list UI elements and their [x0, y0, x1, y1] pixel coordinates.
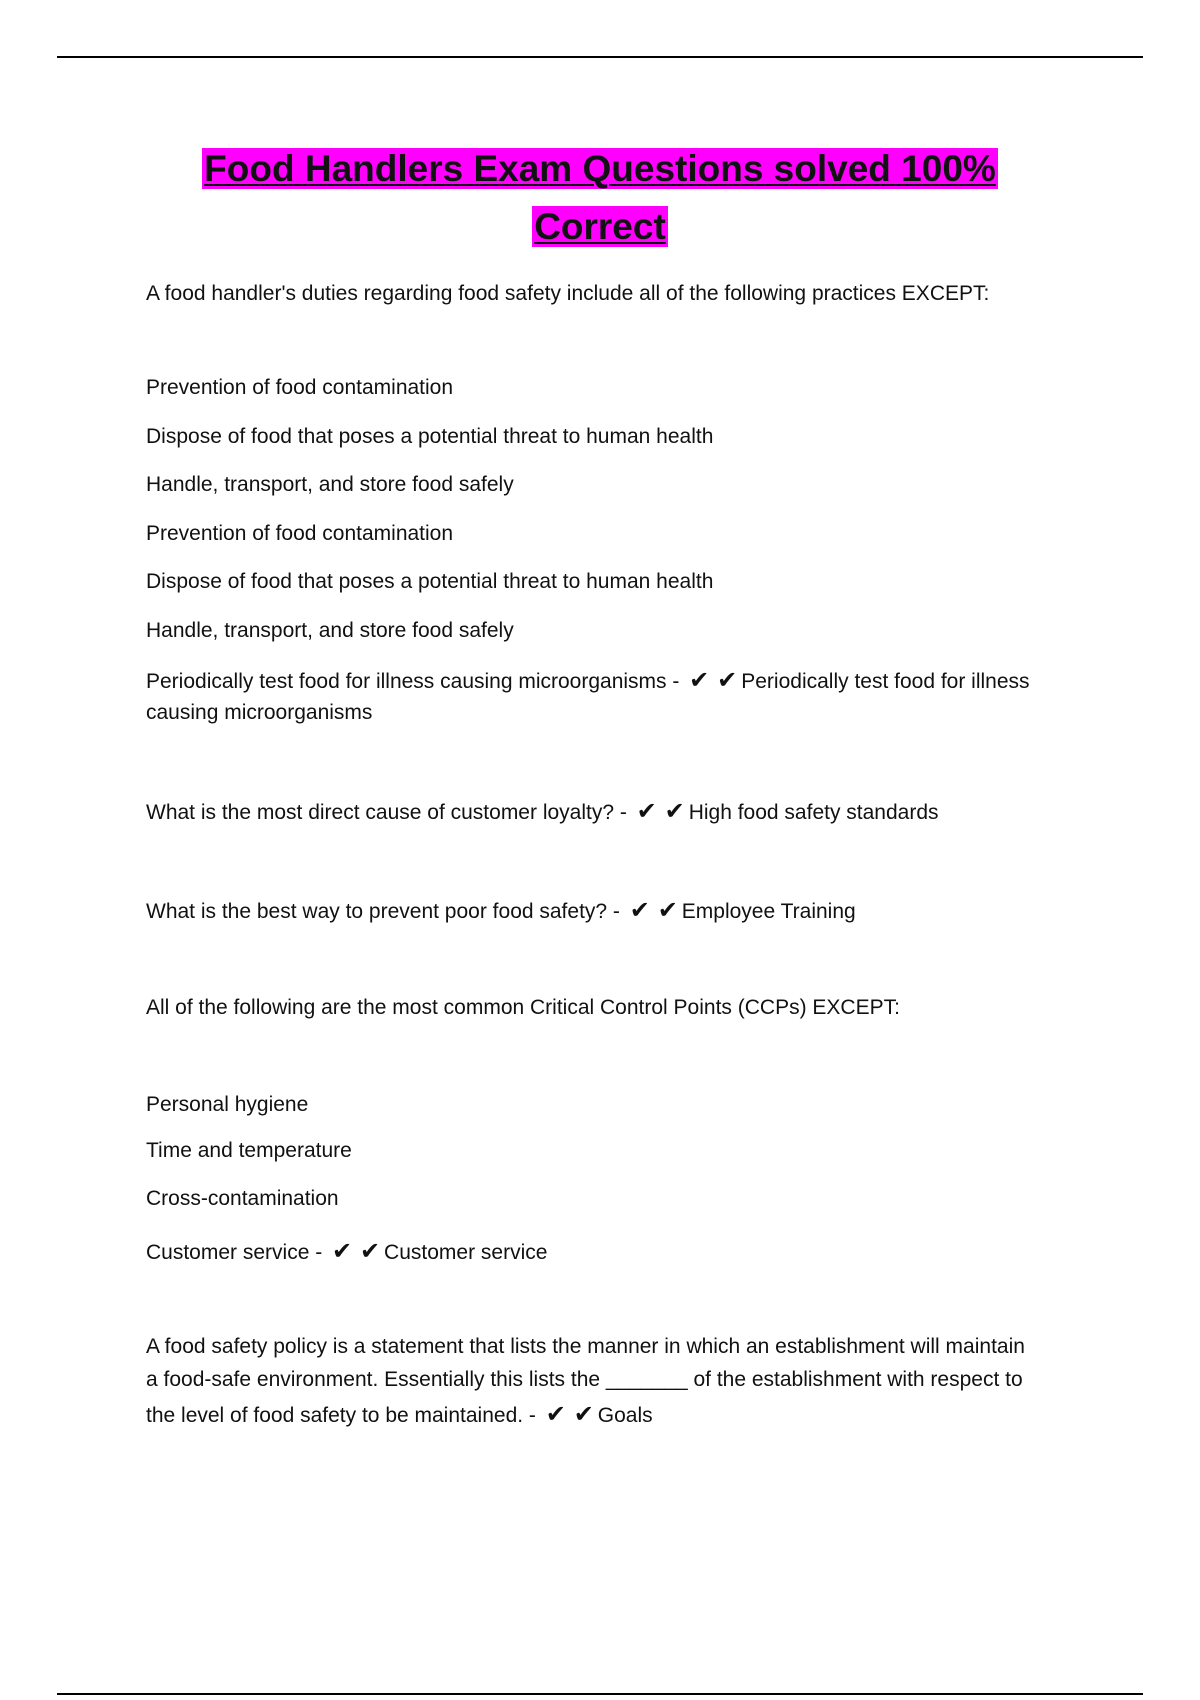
q4-option-3: Cross-contamination	[146, 1187, 339, 1210]
q3-answer: Employee Training	[681, 900, 856, 923]
q1-answer-line	[146, 665, 1106, 698]
q2-line	[146, 796, 1106, 829]
q1-prompt: A food handler's duties regarding food safety include all of the following practices EXCEPT:	[146, 282, 990, 305]
q5-line-3	[146, 1399, 1106, 1432]
check-icon: ✔	[657, 897, 678, 924]
bottom-rule	[57, 1693, 1143, 1695]
check-icon: ✔	[636, 798, 657, 825]
q1-option-5: Dispose of food that poses a potential threat to human health	[146, 570, 714, 593]
q1-answer-prefix: Periodically test food for illness causing microorganisms -	[146, 670, 680, 693]
check-icon: ✔	[573, 1401, 594, 1428]
check-icon: ✔	[545, 1401, 566, 1428]
q3-prompt: What is the best way to prevent poor food safety? -	[146, 900, 620, 923]
q1-answer: Periodically test food for illness	[741, 670, 1030, 693]
q3-line	[146, 895, 1106, 928]
check-icon: ✔	[689, 667, 710, 694]
check-icon: ✔	[717, 667, 738, 694]
q4-answer-line	[146, 1236, 1106, 1269]
title-line-2: Correct	[534, 206, 666, 247]
q1-option-6: Handle, transport, and store food safely	[146, 619, 514, 642]
q1-option-4: Prevention of food contamination	[146, 522, 454, 545]
q4-answer: Customer service	[384, 1241, 548, 1264]
page-title	[57, 140, 1143, 256]
title-line-1: Food Handlers Exam Questions solved 100%	[204, 148, 996, 189]
check-icon: ✔	[664, 798, 685, 825]
check-icon: ✔	[331, 1238, 353, 1265]
check-icon: ✔	[359, 1238, 381, 1265]
q4-prompt: All of the following are the most common Critical Control Points (CCPs) EXCEPT:	[146, 996, 900, 1019]
q1-option-3: Handle, transport, and store food safely	[146, 473, 514, 496]
q5-line-2: a food-safe environment. Essentially this lists the _______ of the establishment with respect to	[146, 1368, 1023, 1391]
q5-line-1: A food safety policy is a statement that lists the manner in which an establishment will maintain	[146, 1335, 1025, 1358]
q1-option-2: Dispose of food that poses a potential threat to human health	[146, 425, 714, 448]
q4-option-1: Personal hygiene	[146, 1093, 309, 1116]
q2-answer: High food safety standards	[688, 801, 939, 824]
check-icon: ✔	[629, 897, 650, 924]
top-rule	[57, 56, 1143, 58]
q1-option-1: Prevention of food contamination	[146, 376, 454, 399]
q1-answer-continued: causing microorganisms	[146, 701, 373, 724]
q5-answer: Goals	[597, 1404, 653, 1427]
q4-answer-prefix: Customer service -	[146, 1241, 323, 1264]
q4-option-2: Time and temperature	[146, 1139, 352, 1162]
q5-prompt-end: the level of food safety to be maintained. -	[146, 1404, 536, 1427]
q2-prompt: What is the most direct cause of customer loyalty? -	[146, 801, 627, 824]
